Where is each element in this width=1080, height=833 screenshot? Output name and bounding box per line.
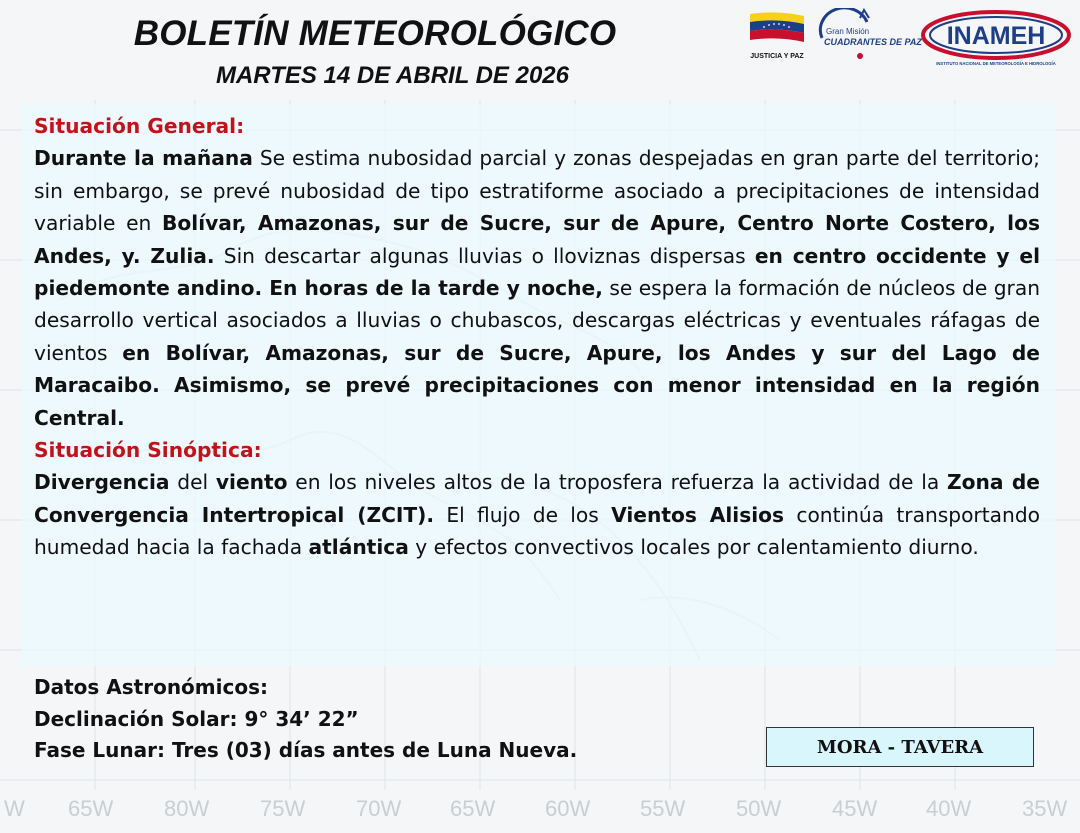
text-regular: se espera la formación de núcleos de gran desarrollo vertical asociados a lluvias o chubascos, descargas eléctricas y eventuales ráfagas de vientos [34,276,1040,365]
author-box [766,727,1034,767]
astronomical-data-title: Datos Astronómicos: [34,675,268,699]
svg-text:INSTITUTO NACIONAL DE METEOROL: INSTITUTO NACIONAL DE METEOROLOGÍA E HIDROLOGÍA [936,61,1056,66]
longitude-label: 50W [736,796,782,821]
svg-text:INAMEH: INAMEH [946,22,1046,50]
longitude-label: 65W [450,796,496,821]
text-regular: El flujo de los [434,502,612,527]
bulletin-content [34,110,1040,564]
cuadrantes-de-paz-logo [820,8,922,59]
longitude-label: 60W [545,796,591,821]
general-situation-title: Situación General: [34,114,245,138]
solar-declination: Declinación Solar: 9° 34’ 22” [34,706,359,731]
logos-svg [742,8,1078,70]
synoptic-situation-title: Situación Sinóptica: [34,438,262,463]
inameh-logo [923,12,1069,66]
longitude-label: 75W [260,796,306,821]
longitude-label: 55W [640,796,686,821]
text-bold: atlántica [308,535,409,560]
text-regular: Sin descartar algunas lluvias o lloviznas dispersas [214,243,755,268]
text-bold: viento [215,470,288,495]
text-bold: Vientos Alisios [611,502,785,527]
text-bold: Bolívar, Amazonas, sur de Sucre, sur de Apure, Centro Norte Costero, los Andes, y. Zulia. [34,211,1040,268]
text-bold: en centro occidente y el piedemonte andino. En horas de la tarde y noche, [34,243,1040,301]
longitude-label: 35W [1022,796,1068,821]
longitude-label: 40W [926,796,972,821]
text-bold: Zona de Convergencia Intertropical (ZCIT). [34,470,1040,527]
longitude-label: 70W [356,796,402,821]
svg-text:Gran Misión: Gran Misión [826,27,870,36]
author-name: MORA - TAVERA [816,736,984,758]
text-regular: y efectos convectivos locales por calentamiento diurno. [408,535,979,560]
bulletin-title: BOLETÍN METEOROLÓGICO [133,14,617,53]
text-bold: Durante la mañana [34,146,253,171]
text-regular: del [169,470,216,495]
moon-phase: Fase Lunar: Tres (03) días antes de Luna Nueva. [34,738,578,762]
general-situation-text [34,142,1040,434]
longitude-label: 65W [68,796,114,821]
astronomical-data [34,672,577,767]
logos-group [742,8,1078,70]
text-bold: en Bolívar, Amazonas, sur de Sucre, Apure, los Andes y sur del Lago de Maracaibo. Asimismo, se prevé precipitaciones con menor intensidad en la región Central. [34,340,1040,430]
longitude-labels [0,792,1080,826]
synoptic-situation-text [34,466,1040,563]
longitude-label: 80W [164,796,210,821]
longitude-label: 45W [832,796,878,821]
text-bold: Divergencia [34,470,170,495]
venezuela-flag-logo [750,12,804,60]
bulletin-date: MARTES 14 DE ABRIL DE 2026 [215,62,569,89]
text-regular: en los niveles altos de la troposfera refuerza la actividad de la [287,470,947,495]
svg-text:JUSTICIA Y PAZ: JUSTICIA Y PAZ [750,53,804,60]
longitude-label: W [4,796,25,821]
svg-text:CUADRANTES DE PAZ: CUADRANTES DE PAZ [824,37,922,47]
text-regular: Se estima nubosidad parcial y zonas despejadas en gran parte del territorio; sin embargo, se prevé nubosidad de tipo estratiforme asociado a precipitaciones de intensidad variable en [34,146,1041,236]
text-regular: continúa transportando humedad hacia la fachada [34,502,1040,560]
